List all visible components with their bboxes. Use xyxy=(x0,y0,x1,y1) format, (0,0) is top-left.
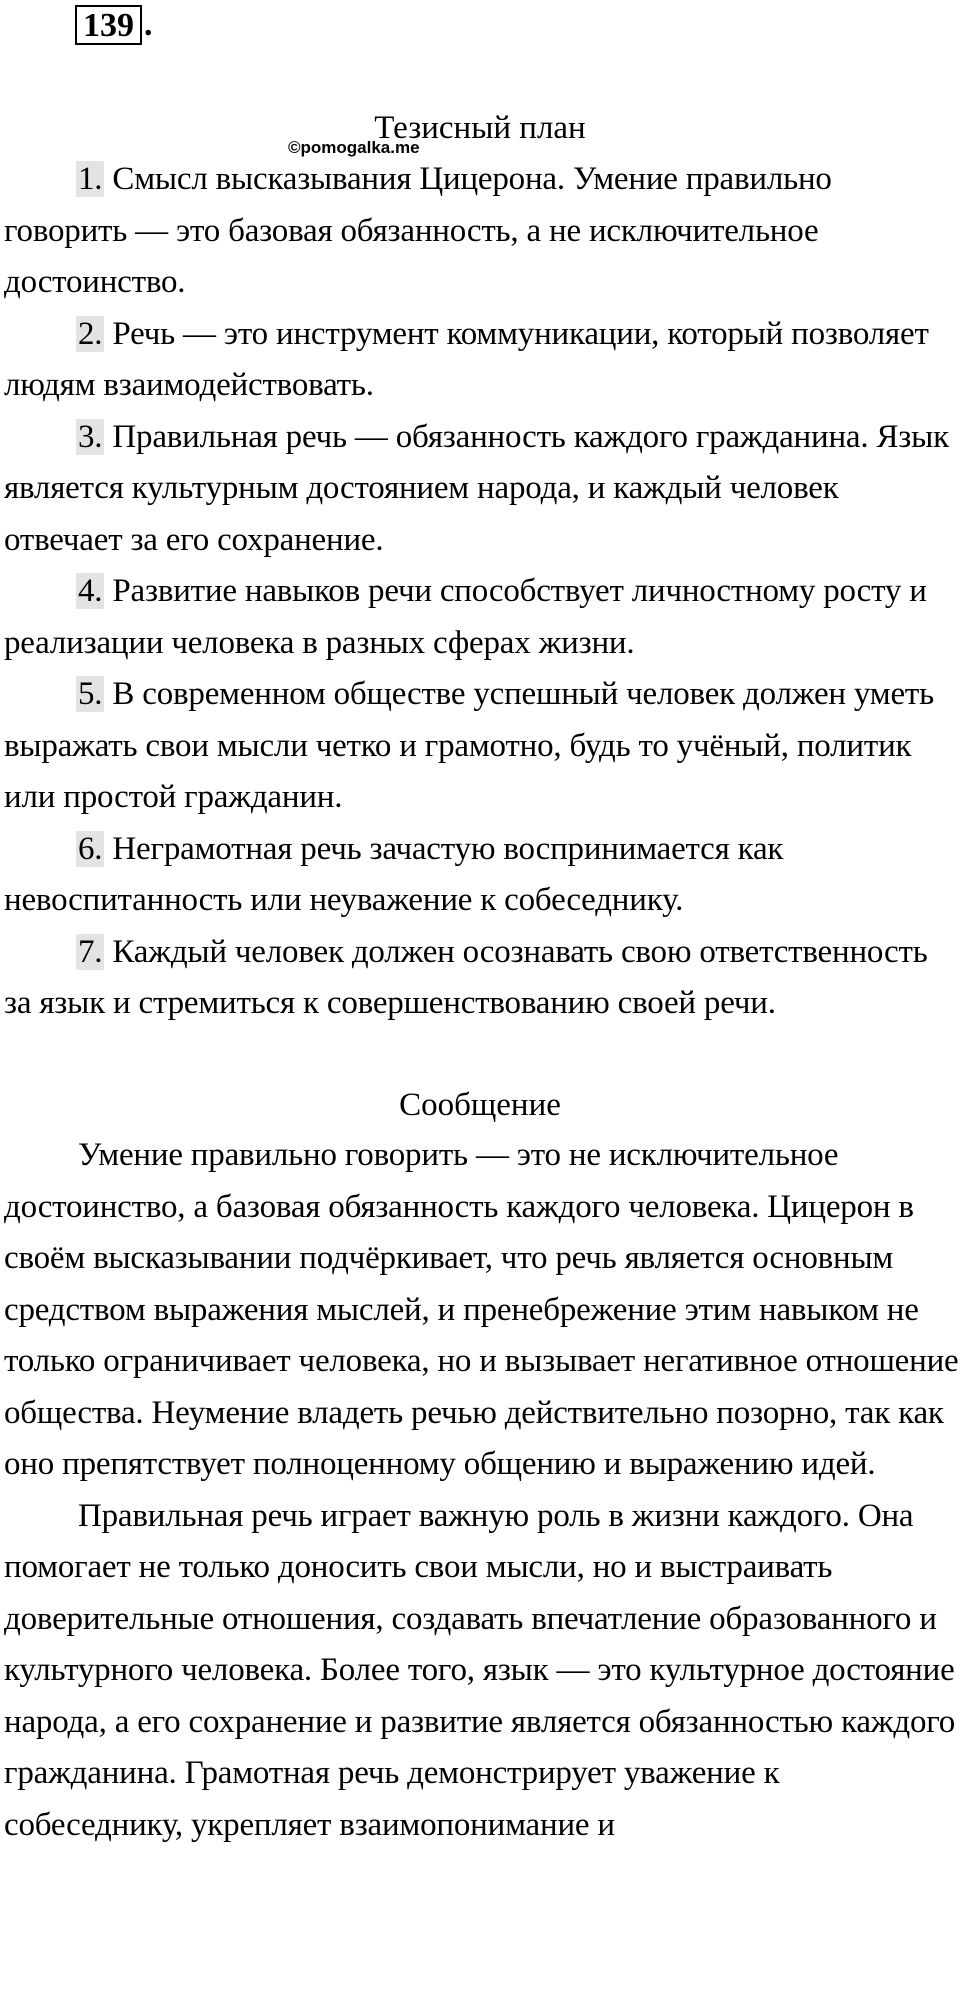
message-title: Сообщение xyxy=(399,1087,561,1123)
plan-item-number: 4. xyxy=(78,573,103,609)
plan-item xyxy=(4,309,959,412)
plan-item xyxy=(4,566,959,669)
task-number xyxy=(75,5,153,45)
plan-item xyxy=(4,154,959,309)
plan-item-text: Правильная речь — обязанность каждого гражданина. Язык является культурным достоянием народа, и каждый человек отвечает за его сохранение. xyxy=(4,418,949,558)
plan-item-text: Развитие навыков речи способствует личностному росту и реализации человека в разных сферах жизни. xyxy=(4,573,927,661)
plan-item-number: 6. xyxy=(78,830,103,867)
plan-item-number: 3. xyxy=(78,418,103,455)
task-number-dot: . xyxy=(144,6,153,43)
message-paragraph: Умение правильно говорить — это не исключительное достоинство, а базовая обязанность каждого человека. Цицерон в своём высказывании подчёркивает, что речь является основным средством выражения мыслей, и пренебрежение этим навыком не только ограничивает человека, но и вызывает негативное отношение общества. Неумение владеть речью действительно позорно, так как оно препятствует полноценному общению и выражению идей. xyxy=(4,1137,959,1482)
plan-item xyxy=(4,824,959,927)
plan-item-number: 1. xyxy=(78,161,103,197)
plan-title: Тезисный план xyxy=(374,110,586,146)
message-body xyxy=(4,1130,959,1851)
plan-item xyxy=(4,669,959,824)
watermark: ©pomogalka.me xyxy=(288,138,420,157)
task-number-box: 139 xyxy=(75,5,142,45)
plan-item-number: 2. xyxy=(78,315,103,352)
thesis-plan xyxy=(4,154,959,1030)
plan-item-number: 5. xyxy=(78,676,103,712)
plan-item-text: Каждый человек должен осознавать свою ответственность за язык и стремиться к совершенствованию своей речи. xyxy=(4,933,928,1021)
plan-item-text: Смысл высказывания Цицерона. Умение правильно говорить — это базовая обязанность, а не исключительное достоинство. xyxy=(4,161,832,300)
plan-item-text: Неграмотная речь зачастую воспринимается как невоспитанность или неуважение к собеседнику. xyxy=(4,830,784,918)
plan-item-text: Речь — это инструмент коммуникации, который позволяет людям взаимодействовать. xyxy=(4,315,929,403)
plan-item-number: 7. xyxy=(78,933,103,970)
message-paragraph: Правильная речь играет важную роль в жизни каждого. Она помогает не только доносить свои мысли, но и выстраивать доверительные отношения, создавать впечатление образованного и культурного человека. Более того, язык — это культурное достояние народа, а его сохранение и развитие является обязанностью каждого гражданина. Грамотная речь демонстрирует уважение к собеседнику, укрепляет взаимопонимание и xyxy=(4,1497,956,1843)
plan-item xyxy=(4,412,959,567)
plan-item-text: В современном обществе успешный человек должен уметь выражать свои мысли четко и грамотно, будь то учёный, политик или простой гражданин. xyxy=(4,676,934,815)
plan-item xyxy=(4,927,959,1030)
